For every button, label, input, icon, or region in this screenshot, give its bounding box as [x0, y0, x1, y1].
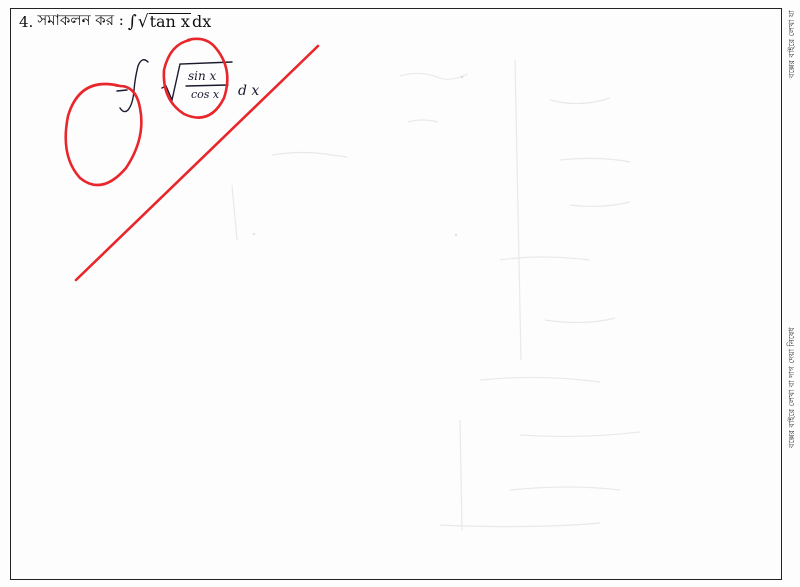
grader-circle-left	[66, 84, 142, 185]
handwritten-numerator: sin x	[188, 69, 217, 83]
handwritten-differential: d x	[238, 83, 260, 99]
integral-symbol: ∫	[127, 11, 137, 32]
differential-text: dx	[191, 12, 212, 31]
margin-note-top: বক্সের বাইরে লেখা যা	[787, 10, 796, 78]
radicand-text: tan x	[149, 12, 190, 31]
question-number: 4.	[19, 12, 34, 31]
handwritten-denominator: cos x	[191, 88, 220, 101]
question-instruction: সমাকলন কর :	[37, 11, 124, 29]
margin-note-bottom: বক্সের বাইরে লেখা বা দাগ দেয়া নিষেধ	[787, 327, 796, 448]
sqrt-symbol: √	[137, 11, 149, 32]
handwritten-fraction-bar	[186, 85, 228, 86]
